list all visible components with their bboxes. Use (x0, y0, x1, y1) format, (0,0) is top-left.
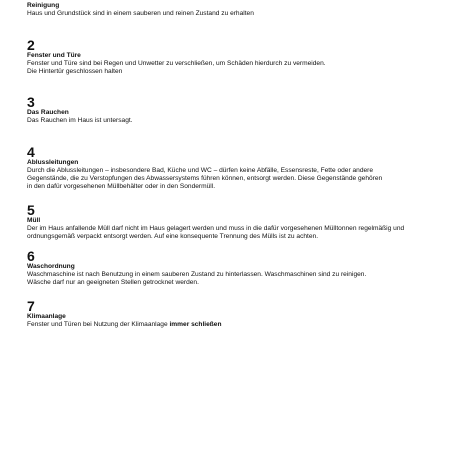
section-title: Das Rauchen (27, 109, 69, 116)
section-title: Waschordnung (27, 263, 75, 270)
text-line: Durch die Ablussleitungen – insbesondere Bad, Küche und WC – dürfen keine Abfälle, Essensreste, Fette oder andere (27, 167, 374, 174)
section-reinigung (27, 2, 437, 18)
section-fenster-und-tuere (27, 38, 437, 76)
section-text (27, 321, 437, 329)
text-line: in den dafür vorgesehenen Müllbehälter oder in den Sondermüll. (27, 183, 216, 191)
section-das-rauchen (27, 95, 437, 125)
text-line: Die Hintertür geschlossen halten (27, 68, 123, 76)
section-text (27, 271, 437, 287)
section-text (27, 10, 437, 18)
section-title: Müll (27, 217, 41, 224)
section-number: 3 (27, 94, 35, 110)
text-line: Wäsche darf nur an geeigneten Stellen getrocknet werden. (27, 279, 199, 287)
text-line: Der im Haus anfallende Müll darf nicht im Haus gelagert werden und muss in die dafür vorgesehenen Mülltonnen regelmäßig und (27, 225, 405, 232)
text-line (27, 321, 437, 329)
section-title: Fenster und Türe (27, 52, 81, 59)
text-plain: Fenster und Türen bei Nutzung der Klimaanlage (27, 321, 170, 328)
section-text (27, 225, 437, 241)
section-number: 6 (27, 248, 35, 264)
section-title: Klimaanlage (27, 313, 66, 320)
section-ablussleitungen (27, 145, 437, 192)
section-muell (27, 203, 437, 241)
text-line: Waschmaschine ist nach Benutzung in einem sauberen Zustand zu hinterlassen. Waschmaschinen sind zu reinigen. (27, 271, 367, 278)
section-title: Ablussleitungen (27, 159, 79, 166)
text-line: Das Rauchen im Haus ist untersagt. (27, 117, 133, 124)
section-text (27, 167, 437, 192)
section-number: 4 (27, 144, 35, 160)
text-line: Haus und Grundstück sind in einem sauberen und reinen Zustand zu erhalten (27, 10, 254, 17)
text-emphasis: immer schließen (169, 321, 222, 328)
section-waschordnung (27, 249, 437, 287)
text-line: ordnungsgemäß verpackt entsorgt werden. Auf eine konsequente Trennung des Mülls ist zu achten. (27, 233, 319, 241)
section-text (27, 60, 437, 76)
section-number: 2 (27, 37, 35, 53)
text-line: Gegenstände, die zu Verstopfungen des Abwassersystems führen können, entsorgt werden. Diese Gegenstände gehören (27, 175, 383, 183)
section-title: Reinigung (27, 2, 60, 9)
text-line: Fenster und Türe sind bei Regen und Unwetter zu verschließen, um Schäden hierdurch zu vermeiden. (27, 60, 326, 67)
section-klimaanlage (27, 299, 437, 329)
section-number: 5 (27, 202, 35, 218)
section-number: 7 (27, 298, 35, 314)
section-text (27, 117, 437, 125)
